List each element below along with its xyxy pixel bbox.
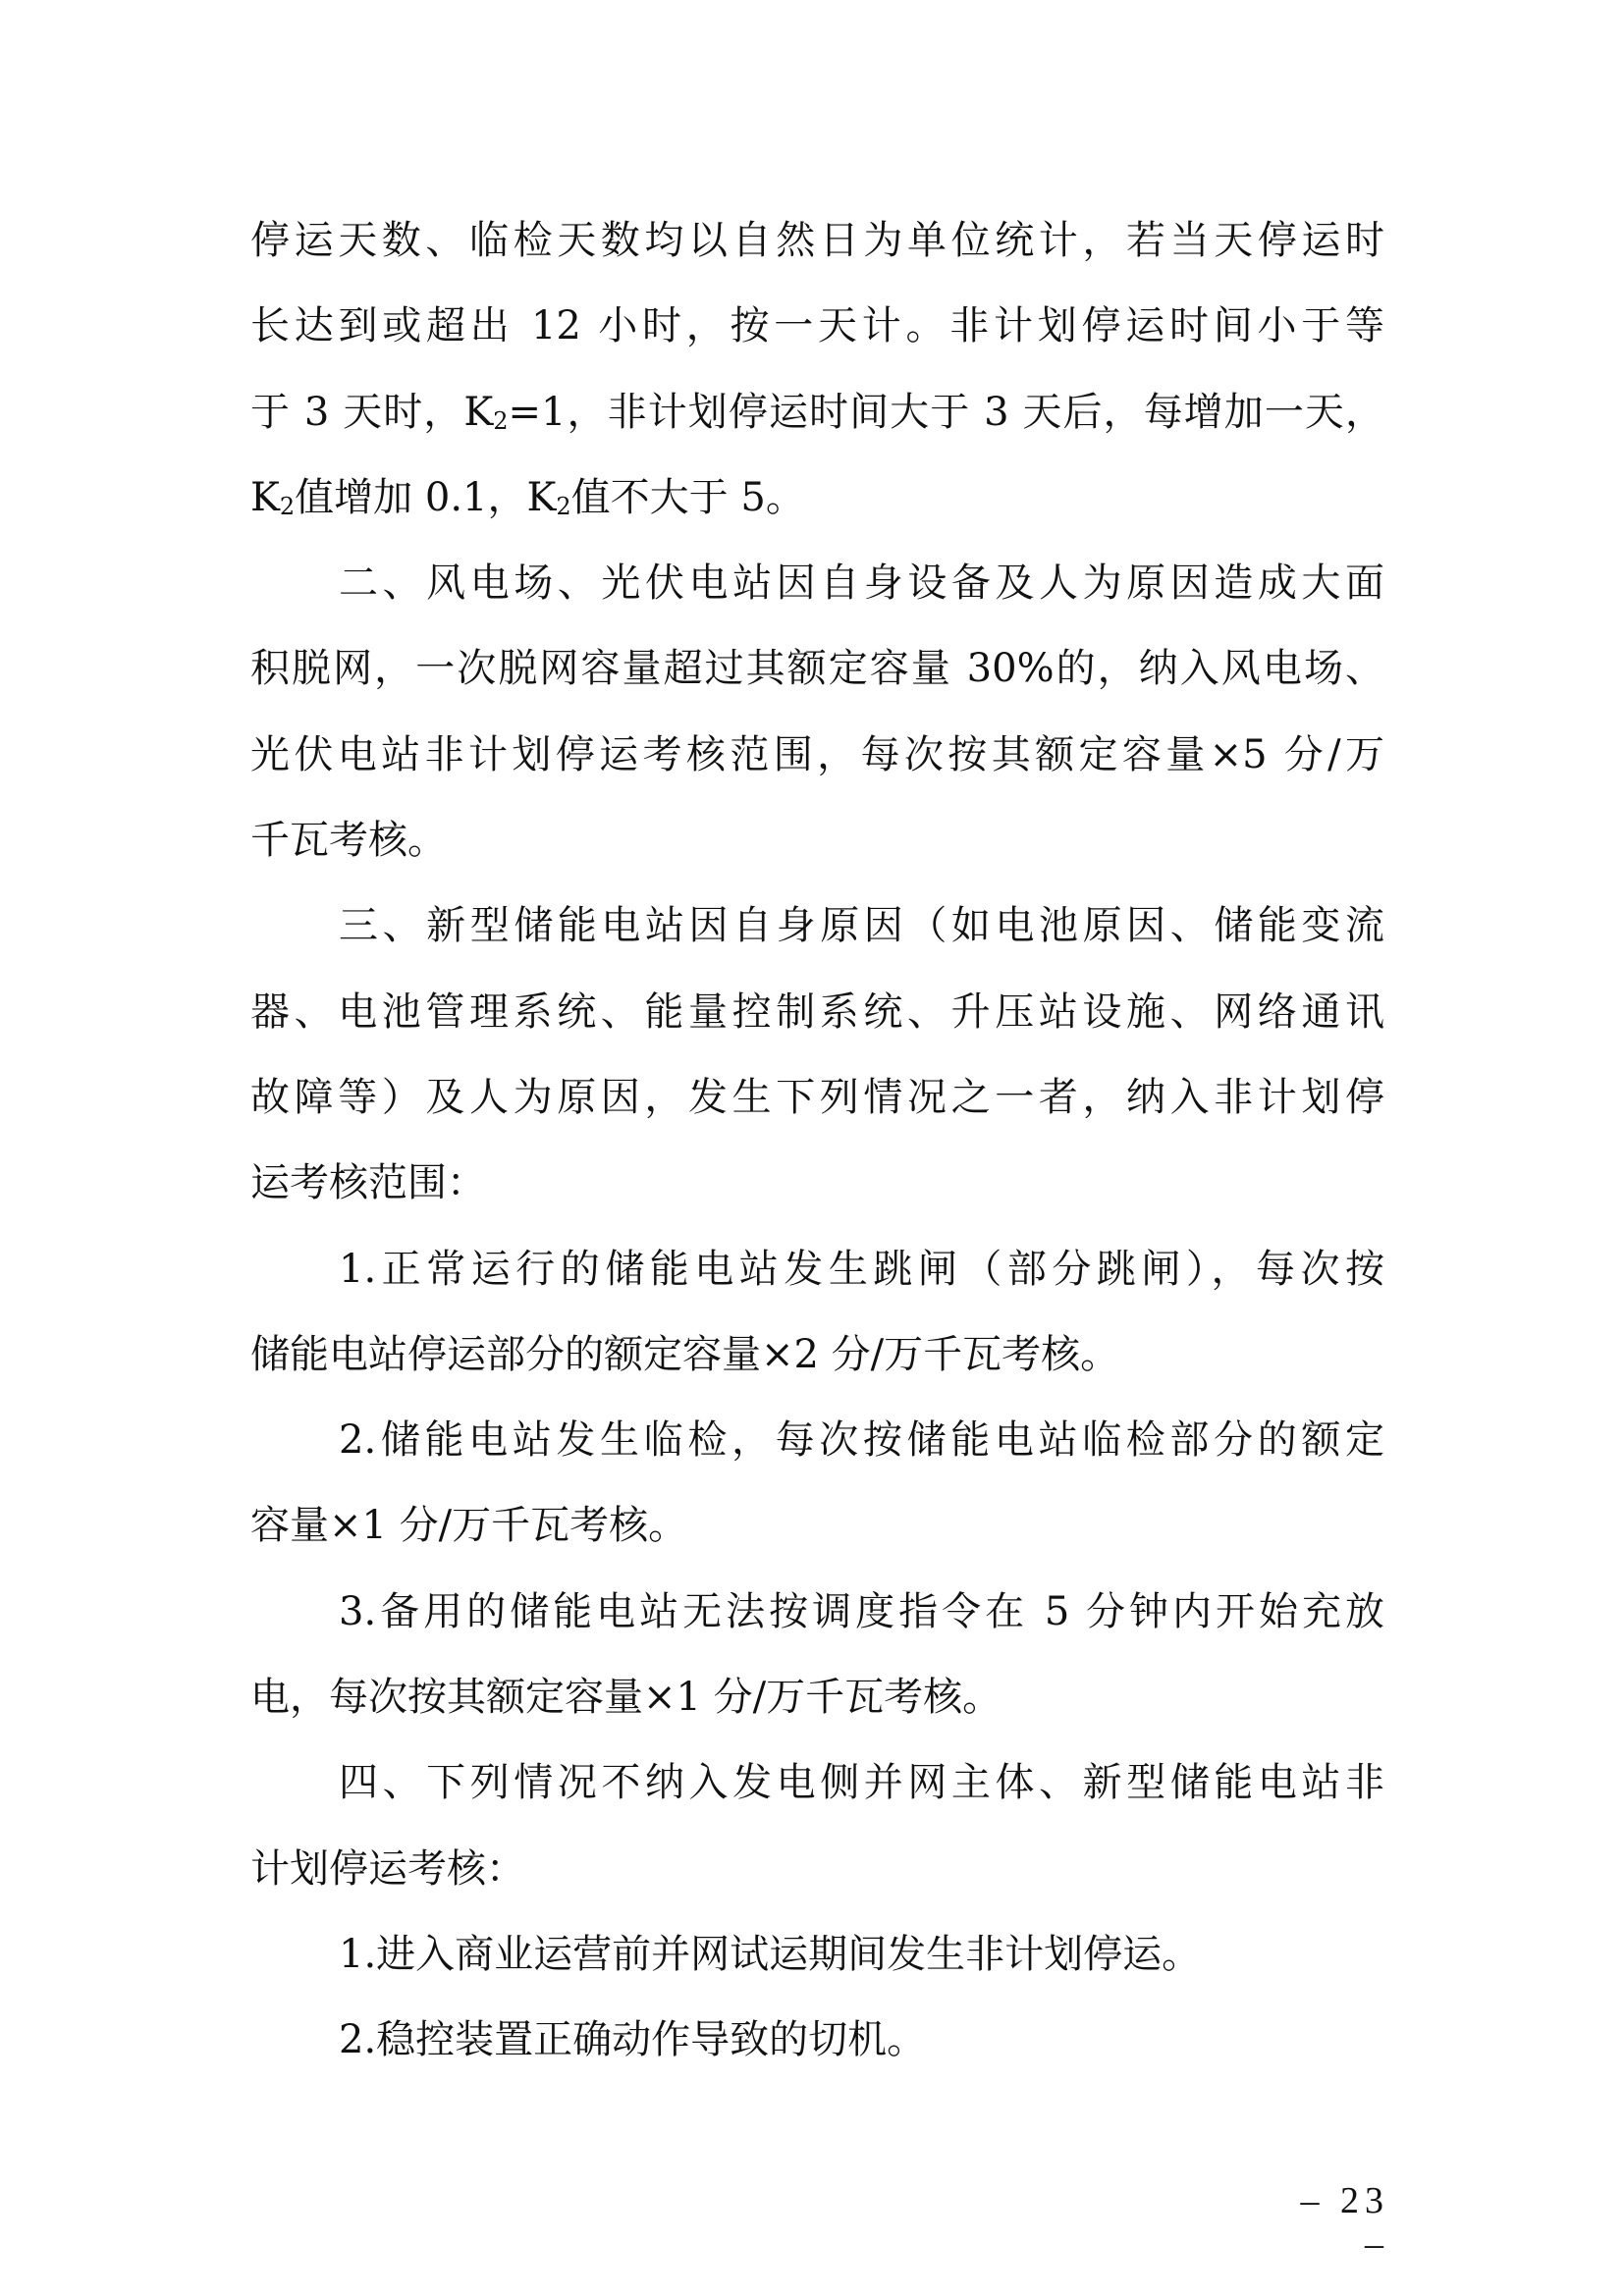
- paragraph: [250, 541, 1384, 883]
- text-line: 长达到或超出 12 小时，按一天计。非计划停运时间小于等: [250, 303, 1384, 349]
- text-line: 二、风电场、光伏电站因自身设备及人为原因造成大面: [339, 561, 1384, 607]
- text-line: 2.稳控装置正确动作导致的切机。: [339, 2017, 927, 2063]
- text-line: 储能电站停运部分的额定容量×2 分/万千瓦考核。: [250, 1331, 1120, 1377]
- paragraph: [250, 1570, 1384, 1741]
- document-body: [250, 198, 1384, 2084]
- text-line: 光伏电站非计划停运考核范围，每次按其额定容量×5 分/万: [250, 731, 1384, 777]
- paragraph: [250, 1227, 1384, 1399]
- text-line: 故障等）及人为原因，发生下列情况之一者，纳入非计划停: [250, 1074, 1384, 1120]
- paragraph: [250, 883, 1384, 1226]
- text-line: 2.储能电站发生临检，每次按储能电站临检部分的额定: [339, 1417, 1384, 1464]
- page-number: – 23 –: [1300, 2180, 1389, 2265]
- paragraph: [250, 1998, 1384, 2083]
- paragraph: [250, 198, 1384, 541]
- text-line: 1.正常运行的储能电站发生跳闸（部分跳闸），每次按: [339, 1246, 1384, 1292]
- paragraph: [250, 1398, 1384, 1570]
- text-line: 1.进入商业运营前并网试运期间发生非计划停运。: [339, 1931, 1202, 1977]
- text-line: 三、新型储能电站因自身原因（如电池原因、储能变流: [339, 903, 1384, 949]
- text-line: 四、下列情况不纳入发电侧并网主体、新型储能电站非: [339, 1760, 1384, 1806]
- text-line: 积脱网，一次脱网容量超过其额定容量 30%的，纳入风电场、: [250, 646, 1384, 692]
- text-line: 电，每次按其额定容量×1 分/万千瓦考核。: [250, 1675, 1002, 1721]
- text-line: 容量×1 分/万千瓦考核。: [250, 1503, 688, 1549]
- text-line: 停运天数、临检天数均以自然日为单位统计，若当天停运时: [250, 218, 1384, 263]
- text-line: 计划停运考核：: [250, 1845, 525, 1892]
- text-line: 器、电池管理系统、能量控制系统、升压站设施、网络通讯: [250, 988, 1384, 1035]
- paragraph: [250, 1912, 1384, 1998]
- text-line: $K_2$值增加 0.1，$K_2$值不大于 5。: [250, 474, 805, 520]
- text-line: 运考核范围：: [250, 1160, 486, 1206]
- text-line: 于 3 天时，$K_2=1$，非计划停运时间大于 3 天后，每增加一天，: [250, 389, 1384, 435]
- text-line: 千瓦考核。: [250, 818, 447, 864]
- text-line: 3.备用的储能电站无法按调度指令在 5 分钟内开始充放: [339, 1588, 1384, 1634]
- paragraph: [250, 1740, 1384, 1912]
